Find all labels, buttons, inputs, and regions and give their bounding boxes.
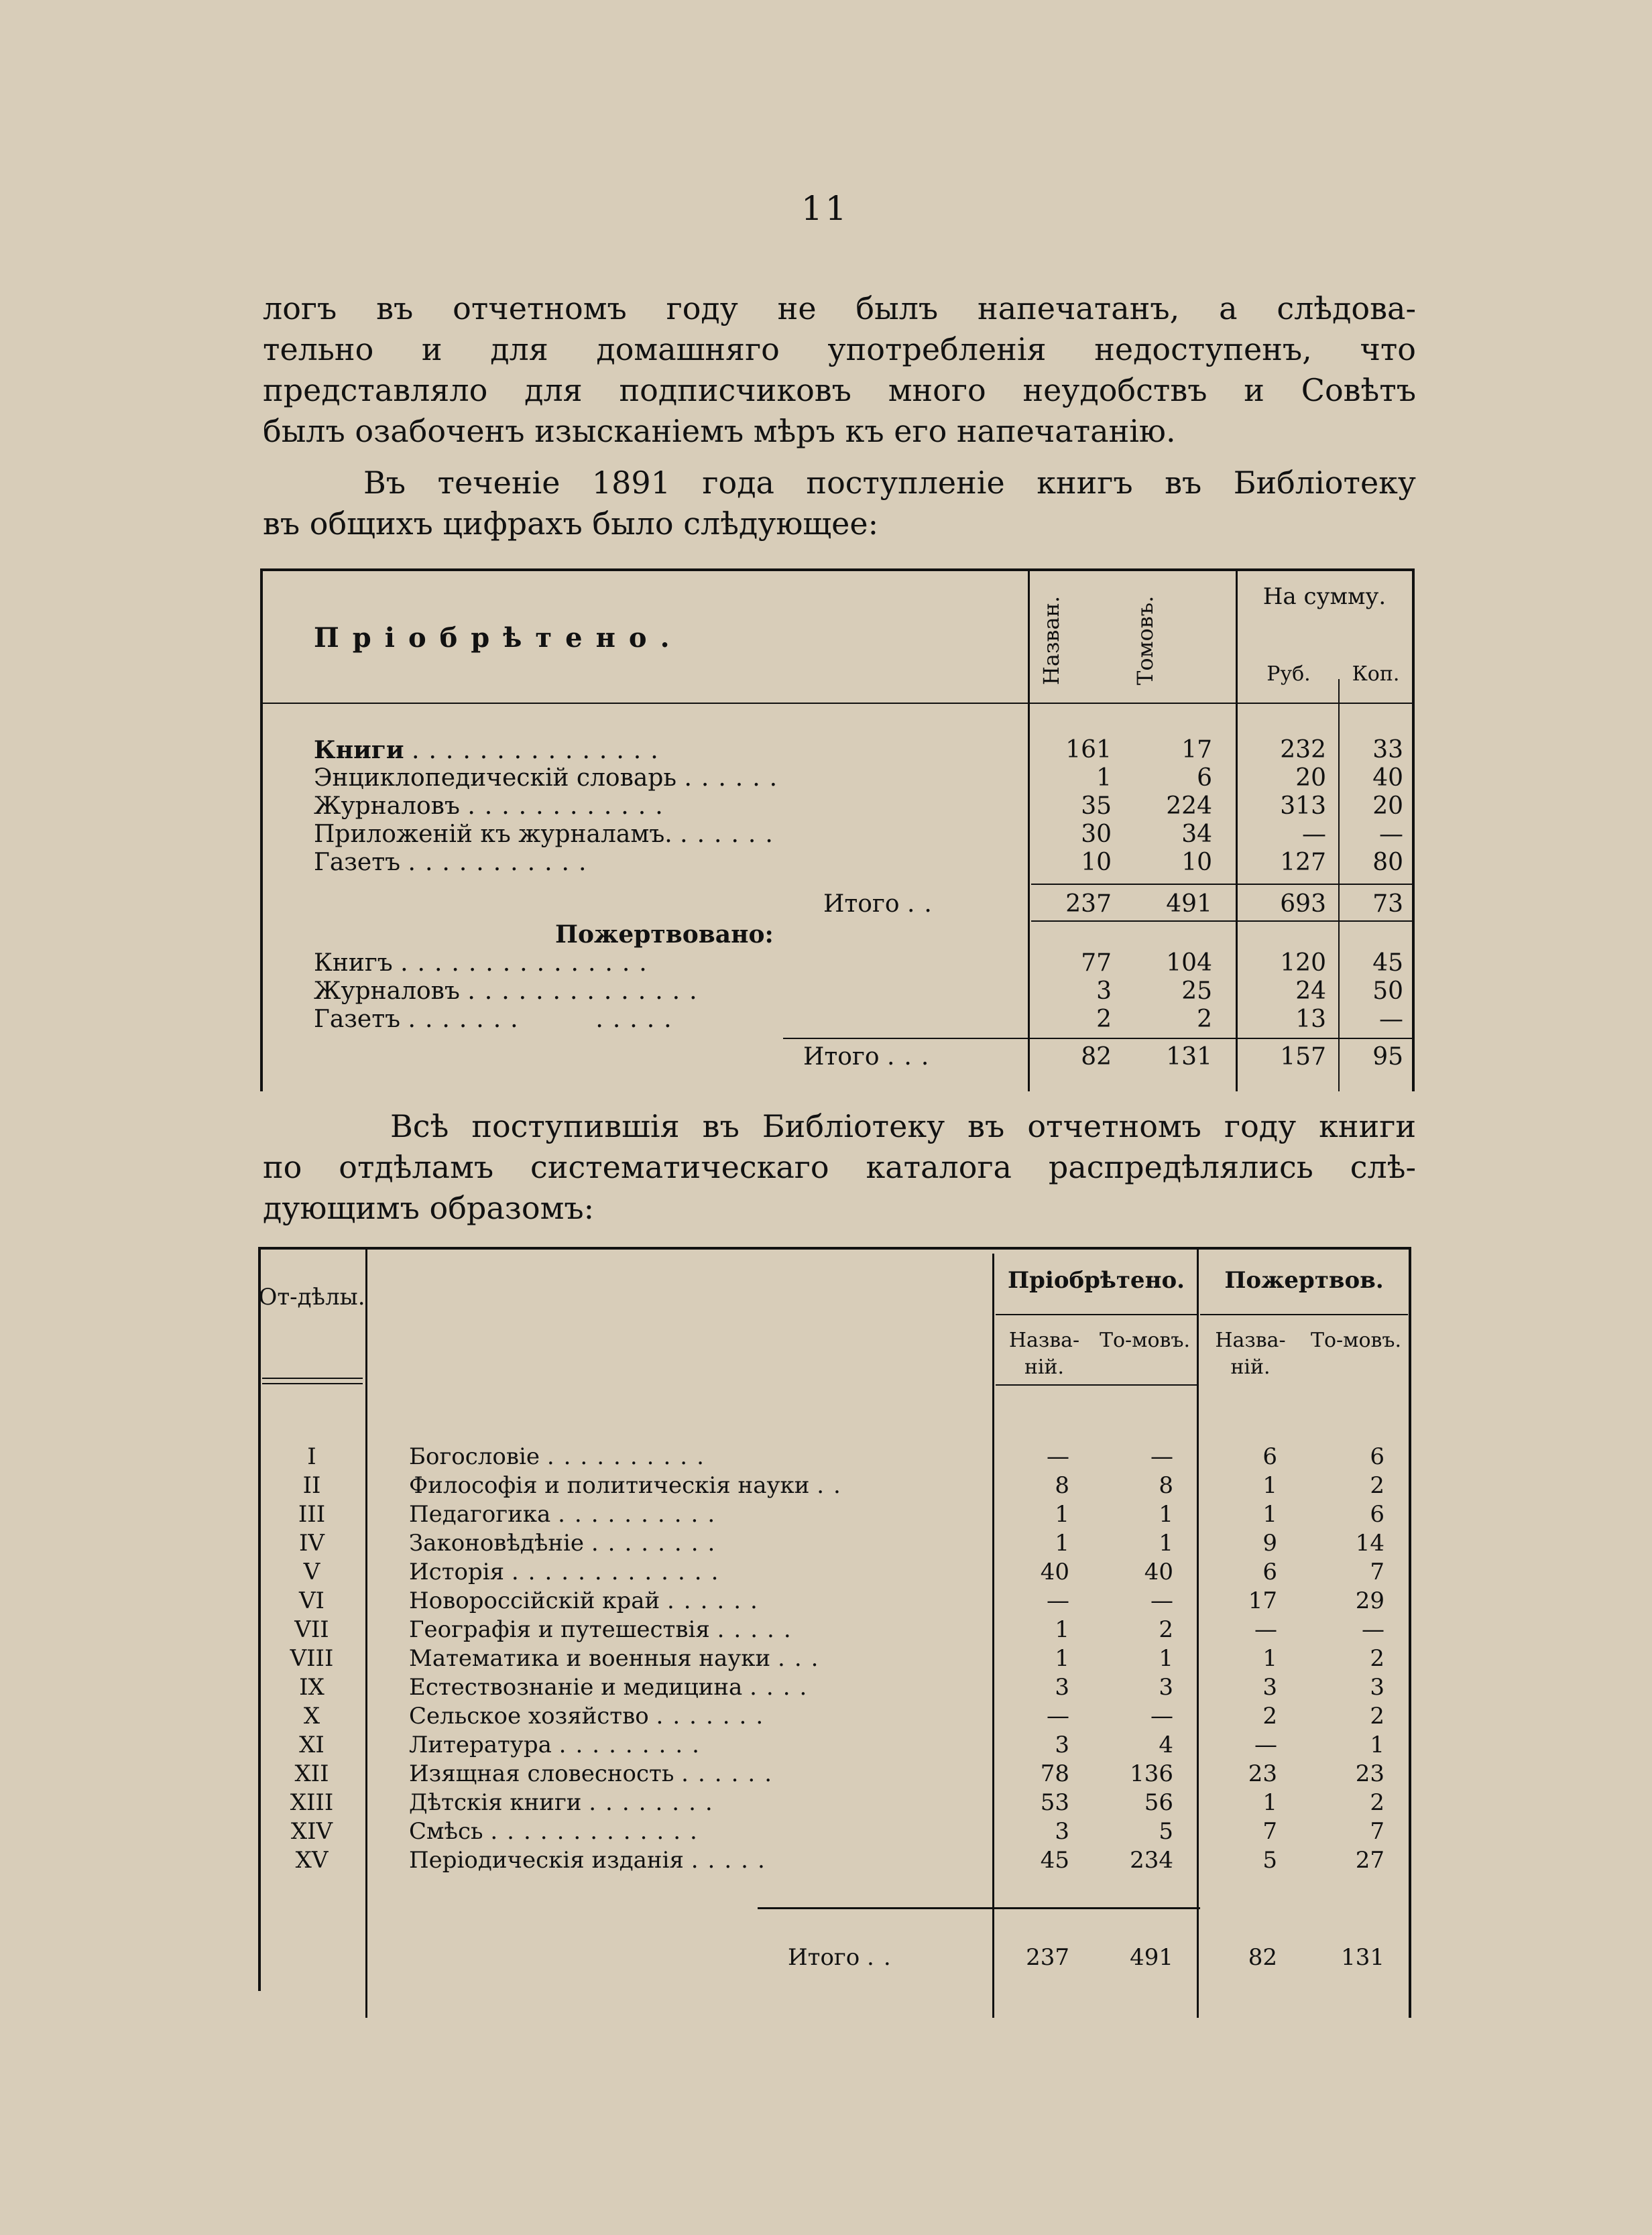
table-cell: 157	[1280, 1043, 1326, 1071]
table-cell: 73	[1372, 890, 1403, 918]
table-row-label: Журналовъ ..............	[314, 977, 707, 1005]
table-cell: 20	[1295, 764, 1326, 792]
paragraph-line: по отдѣламъ систематическаго каталога распредѣлялись слѣ-	[263, 1149, 1416, 1185]
table-cell: 161	[1065, 736, 1112, 764]
table-cell: 25	[1181, 977, 1212, 1005]
acquisitions-table	[260, 568, 1415, 1091]
table-row: II Философія и политическія науки .. 8 8 1 2	[302, 1472, 1384, 1499]
table-cell: —	[1302, 821, 1326, 848]
table-row: XIV Смѣсь ............. 3 5 7 7	[290, 1818, 1384, 1845]
table-row: VII Географія и путешествія ..... 1 2 — —	[294, 1616, 1384, 1643]
donated-volumes-header: То-мовъ.	[1310, 1329, 1402, 1352]
table-cell: 45	[1372, 949, 1403, 977]
table-row: VIII Математика и военныя науки ... 1 1 1 2	[290, 1645, 1384, 1672]
total-label: Итого ..	[823, 890, 941, 918]
paragraph-line: логъ въ отчетномъ году не былъ напечатанъ, а слѣдова-	[263, 290, 1416, 326]
table-cell: 10	[1181, 849, 1212, 876]
paragraph-line: представляло для подписчиковъ много неудобствъ и Совѣтъ	[263, 372, 1416, 408]
acquired-names-header: Назва-ній.	[1008, 1329, 1080, 1379]
table-cell: 10	[1081, 849, 1112, 876]
table-cell: 17	[1181, 736, 1212, 764]
table-cell: 50	[1372, 977, 1403, 1005]
table-cell: 2	[1096, 1006, 1112, 1033]
table-cell: 120	[1280, 949, 1326, 977]
table-row: I Богословіе .......... — — 6 6	[307, 1443, 1384, 1470]
table-row: XV Періодическія изданія ..... 45 234 5 27	[295, 1847, 1384, 1874]
table-cell: 237	[1065, 890, 1112, 918]
table-row-label: Книгъ ...............	[314, 949, 656, 977]
table-row: VI Новороссійскій край ...... — — 17 29	[299, 1587, 1384, 1614]
paragraph-line: дующимъ образомъ:	[263, 1190, 595, 1226]
page-number: 11	[801, 189, 849, 228]
table-row-label: Газетъ ...........	[314, 849, 596, 876]
table-cell: 2	[1197, 1006, 1212, 1033]
sections-column-header: От-дѣлы.	[258, 1284, 365, 1311]
table-cell: 24	[1295, 977, 1326, 1005]
paragraph-2	[263, 463, 1416, 544]
sections-table	[258, 1247, 1411, 2018]
total-row: Итого .. 237 491 82 131	[788, 1944, 1384, 1971]
table-cell: 1	[1096, 764, 1112, 792]
table-cell: 30	[1081, 821, 1112, 848]
table-cell: —	[1379, 1006, 1403, 1033]
table-row: IV Законовѣдѣніе ........ 1 1 9 14	[299, 1530, 1384, 1557]
table-cell: 80	[1372, 849, 1403, 876]
table-row: X Сельское хозяйство ....... — — 2 2	[303, 1703, 1384, 1730]
donated-names-header: Назва-ній.	[1215, 1329, 1286, 1379]
table-cell: 127	[1280, 849, 1326, 876]
table-cell: 3	[1096, 977, 1112, 1005]
table-cell: 95	[1372, 1043, 1403, 1071]
paragraph-1	[263, 288, 1416, 452]
table-row-label: Книги ...............	[314, 736, 668, 764]
table-cell: 491	[1166, 890, 1212, 918]
table-cell: 232	[1280, 736, 1326, 764]
table-row: V Исторія ............. 40 40 6 7	[303, 1559, 1384, 1585]
volumes-column-header: Томовъ.	[1132, 595, 1158, 685]
table-cell: 20	[1372, 792, 1403, 820]
acquired-heading: Пріобрѣтено.	[314, 622, 683, 654]
paragraph-line: Въ теченіе 1891 года поступленіе книгъ въ Библіотеку	[363, 465, 1416, 501]
paragraph-line: Всѣ поступившія въ Библіотеку въ отчетномъ году книги	[390, 1108, 1416, 1144]
table-cell: 34	[1181, 821, 1212, 848]
rubles-column-header: Руб.	[1266, 662, 1311, 686]
sum-column-header: На сумму.	[1262, 583, 1386, 610]
table-cell: 224	[1166, 792, 1212, 820]
table-cell: 77	[1081, 949, 1112, 977]
paragraph-line: былъ озабоченъ изысканіемъ мѣръ къ его напечатанію.	[263, 413, 1176, 449]
paragraph-line: въ общихъ цифрахъ было слѣдующее:	[263, 505, 879, 542]
table-cell: 35	[1081, 792, 1112, 820]
table-cell: 40	[1372, 764, 1403, 792]
kopecks-column-header: Коп.	[1352, 662, 1400, 686]
acquired-column-header: Пріобрѣтено.	[1008, 1267, 1185, 1294]
table-cell: 693	[1280, 890, 1326, 918]
paragraph-3	[263, 1106, 1416, 1229]
table-cell: 82	[1081, 1043, 1112, 1071]
names-column-header: Назван.	[1039, 595, 1064, 685]
table-cell: 313	[1280, 792, 1326, 820]
table-row-label: Энциклопедическій словарь ......	[314, 764, 787, 792]
table-cell: 6	[1197, 764, 1212, 792]
paragraph-line: тельно и для домашняго употребленія недоступенъ, что	[263, 331, 1416, 367]
table-row-label: Журналовъ ............	[314, 792, 672, 820]
table-cell: 131	[1166, 1043, 1212, 1071]
acquired-volumes-header: То-мовъ.	[1099, 1329, 1191, 1352]
table-row: III Педагогика .......... 1 1 1 6	[298, 1501, 1384, 1528]
table-row-label: Приложеній къ журналамъ. ......	[314, 821, 782, 848]
table-cell: —	[1379, 821, 1403, 848]
table-cell: 13	[1295, 1006, 1326, 1033]
donated-column-header: Пожертвов.	[1224, 1267, 1384, 1294]
table-row: XI Литература ......... 3 4 — 1	[299, 1732, 1384, 1758]
table-row: XIII Дѣтскія книги ........ 53 56 1 2	[290, 1789, 1384, 1816]
total-label: Итого ...	[803, 1043, 939, 1071]
table-row-label: Газетъ ....... .....	[314, 1006, 681, 1033]
table-cell: 104	[1166, 949, 1212, 977]
table-cell: 33	[1372, 736, 1403, 764]
table-row: IX Естествознаніе и медицина .... 3 3 3 3	[299, 1674, 1384, 1701]
table-row: XII Изящная словесность ...... 78 136 23 23	[294, 1760, 1384, 1787]
donated-heading: Пожертвовано:	[555, 920, 774, 949]
